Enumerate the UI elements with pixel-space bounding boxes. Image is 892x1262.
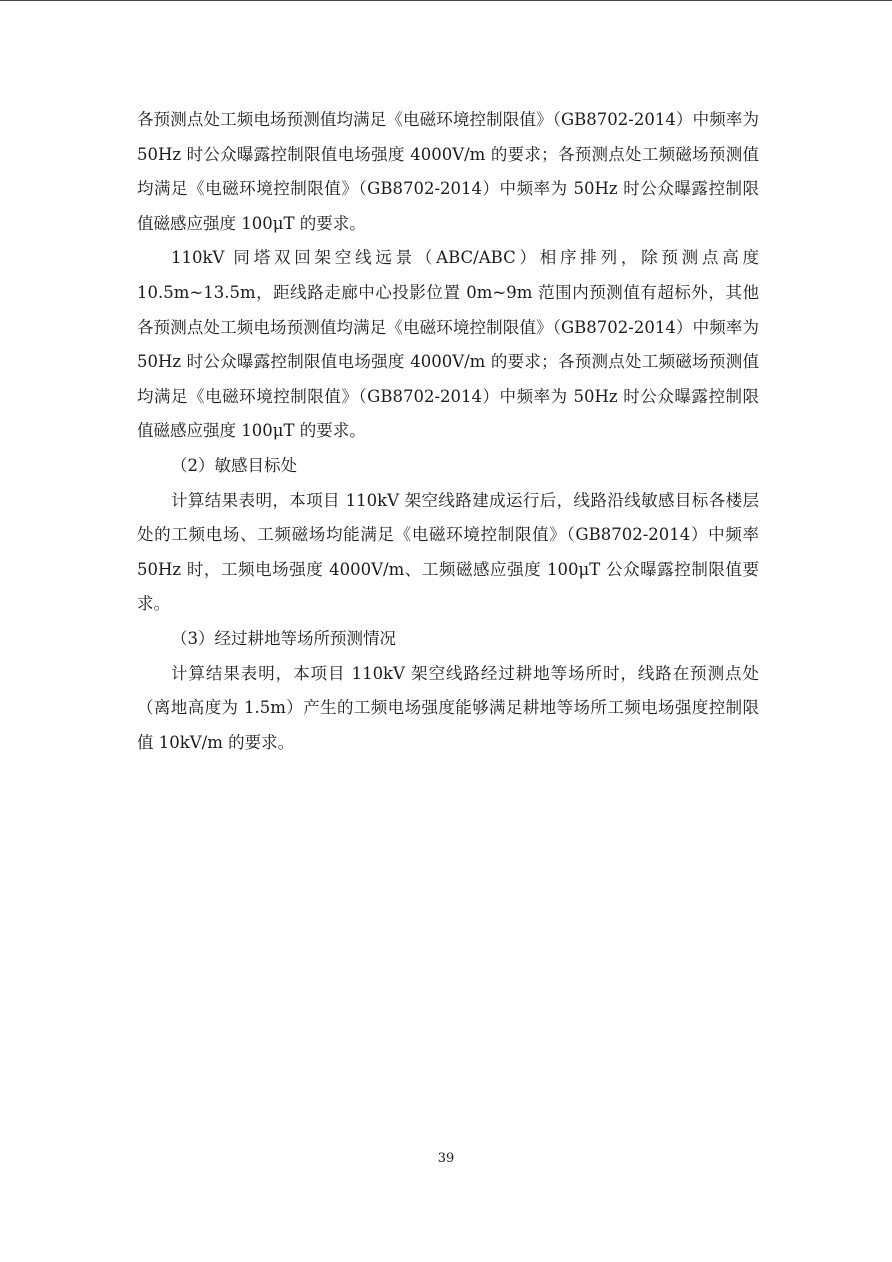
page-number: 39 xyxy=(437,1151,455,1166)
subheading-farmland: （3）经过耕地等场所预测情况 xyxy=(171,628,396,648)
paragraph-farmland: 计算结果表明，本项目 110kV 架空线路经过耕地等场所时，线路在预测点处（离地高度为 1.5m）产生的工频电场强度能够满足耕地等场所工频电场强度控制限值 10kV/m 的要求。 xyxy=(137,663,759,752)
paragraph-sensitive-targets: 计算结果表明，本项目 110kV 架空线路建成运行后，线路沿线敏感目标各楼层处的工频电场、工频磁场均能满足《电磁环境控制限值》（GB8702-2014）中频率 50Hz 时，工频电场强度 4000V/m、工频磁感应强度 100μT 公众曝露控制限值要求。 xyxy=(137,490,759,614)
paragraph-double-circuit-results: 110kV 同塔双回架空线远景（ABC/ABC）相序排列，除预测点高度 10.5m~13.5m，距线路走廊中心投影位置 0m~9m 范围内预测值有超标外，其他各预测点处工频电场预测值均满足《电磁环境控制限值》（GB8702-2014）中频率为 50Hz 时公众曝露控制限值电场强度 4000V/m 的要求；各预测点处工频磁场预测值均满足《电磁环境控制限值》（GB8702-2014）中频率为 50Hz 时公众曝露控制限值磁感应强度 100μT 的要求。 xyxy=(137,248,759,441)
document-body xyxy=(137,103,759,760)
subheading-sensitive-targets: （2）敏感目标处 xyxy=(171,455,297,475)
paragraph-power-frequency-results: 各预测点处工频电场预测值均满足《电磁环境控制限值》（GB8702-2014）中频率为 50Hz 时公众曝露控制限值电场强度 4000V/m 的要求；各预测点处工频磁场预测值均满足《电磁环境控制限值》（GB8702-2014）中频率为 50Hz 时公众曝露控制限值磁感应强度 100μT 的要求。 xyxy=(137,110,759,233)
page-top-border xyxy=(0,0,892,1)
